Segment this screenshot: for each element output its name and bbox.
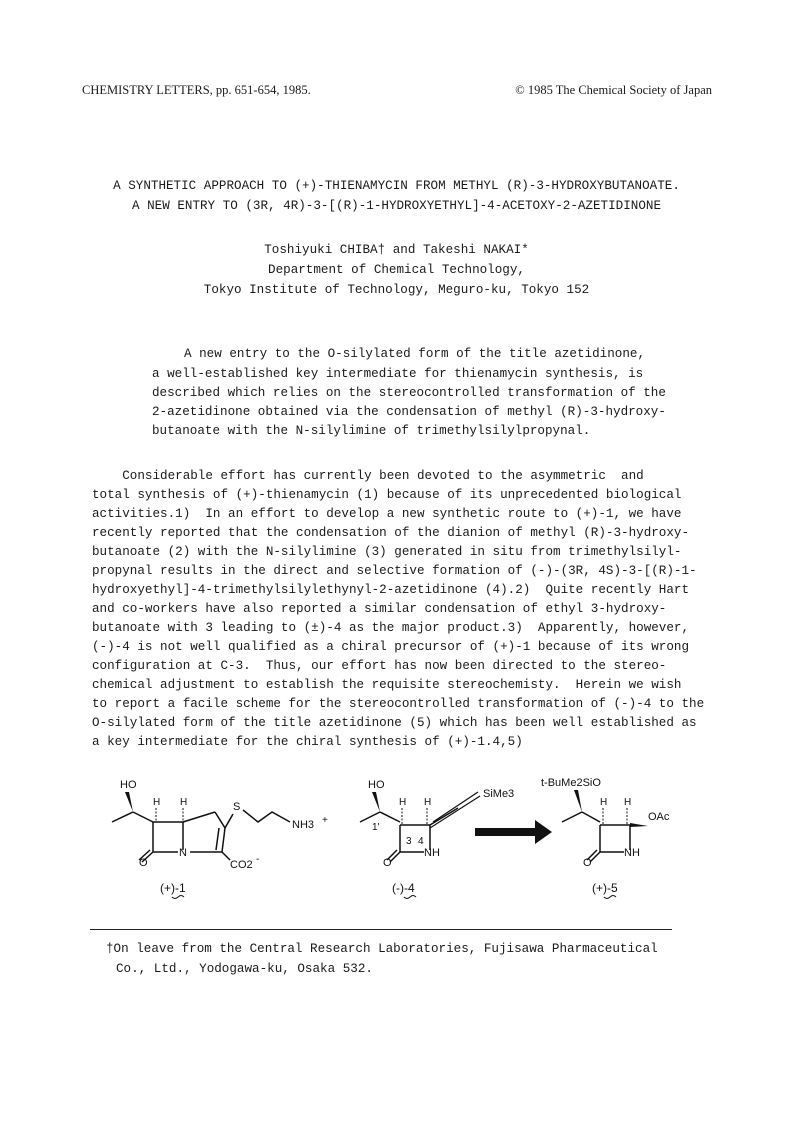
svg-text:O: O	[383, 857, 392, 869]
author-institute: Tokyo Institute of Technology, Meguro-ku, Tokyo 152	[203, 283, 590, 297]
compound-5-structure	[541, 777, 670, 899]
body-line: configuration at C-3. Thus, our effort has now been directed to the stereo-	[92, 659, 667, 673]
abstract-line: 2-azetidinone obtained via the condensation of methyl (R)-3-hydroxy-	[152, 405, 666, 419]
compound1-atom-s: S	[233, 801, 241, 813]
footnote-line: Co., Ltd., Yodogawa-ku, Osaka 532.	[116, 962, 373, 976]
compound4-label-1prime: 1'	[372, 822, 380, 833]
reaction-arrow	[475, 820, 552, 844]
compound-1-label: (+)-1	[160, 881, 186, 895]
compound4-ring-c3: 3	[406, 836, 412, 847]
compound4-atom-ho: HO	[368, 779, 385, 791]
compound4-atom-h: H	[424, 797, 432, 808]
body-line: and co-workers have also reported a similar condensation of ethyl 3-hydroxy-	[92, 602, 667, 616]
compound5-atom-oac: OAc	[648, 811, 670, 823]
body-line: to report a facile scheme for the stereocontrolled transformation of (-)-4 to the	[92, 697, 705, 711]
body-line: butanoate with 3 leading to (±)-4 as the major product.3) Apparently, however,	[92, 621, 690, 635]
footnote-rule	[90, 929, 672, 930]
compound4-atom-nh: NH	[424, 847, 440, 859]
journal-citation: CHEMISTRY LETTERS, pp. 651-654, 1985.	[82, 83, 311, 97]
title-line-2: A NEW ENTRY TO (3R, 4R)-3-[(R)-1-HYDROXYETHYL]-4-ACETOXY-2-AZETIDINONE	[131, 199, 662, 213]
compound1-atom-co2: CO2	[230, 859, 253, 871]
compound1-charge-plus: +	[322, 815, 328, 826]
compound-1-structure	[112, 779, 328, 899]
body-line: Considerable effort has currently been devoted to the asymmetric and	[92, 469, 644, 483]
compound5-atom-h: H	[600, 797, 608, 808]
running-head	[82, 83, 712, 98]
compound-4-structure	[360, 779, 514, 899]
compound1-atom-n: N	[179, 847, 187, 859]
body-line: (-)-4 is not well qualified as a chiral precursor of (+)-1 because of its wrong	[92, 640, 690, 654]
compound4-atom-sime3: SiMe3	[483, 788, 515, 800]
compound5-atom-nh: NH	[624, 847, 640, 859]
body-line: recently reported that the condensation of the dianion of methyl (R)-3-hydroxy-	[92, 526, 690, 540]
compound-4-label: (-)-4	[392, 881, 415, 895]
compound1-atom-h: H	[180, 797, 188, 808]
svg-text:O: O	[583, 857, 592, 869]
author-department: Department of Chemical Technology,	[268, 263, 525, 277]
body-line: chemical adjustment to establish the requisite stereochemisty. Herein we wish	[92, 678, 682, 692]
body-line: a key intermediate for the chiral synthesis of (+)-1.4,5)	[92, 735, 523, 749]
abstract-line: butanoate with the N-silylimine of trimethylsilylpropynal.	[152, 424, 591, 438]
compound4-ring-c4: 4	[418, 836, 424, 847]
compound-5-label: (+)-5	[592, 881, 618, 895]
copyright-notice: © 1985 The Chemical Society of Japan	[515, 83, 712, 97]
footnote-line: †On leave from the Central Research Laboratories, Fujisawa Pharmaceutical	[106, 942, 658, 956]
abstract-line: a well-established key intermediate for thienamycin synthesis, is	[152, 367, 644, 381]
structure-scheme	[0, 770, 793, 910]
abstract-line: described which relies on the stereocontrolled transformation of the	[152, 386, 666, 400]
svg-text:O: O	[139, 857, 148, 869]
body-line: butanoate (2) with the N-silylimine (3) generated in situ from trimethylsilyl-	[92, 545, 682, 559]
wedge-bond	[125, 792, 133, 812]
body-line: propynal results in the direct and selective formation of (-)-(3R, 4S)-3-[(R)-1-	[92, 564, 697, 578]
body-line: activities.1) In an effort to develop a new synthetic route to (+)-1, we have	[92, 507, 682, 521]
author-names: Toshiyuki CHIBA† and Takeshi NAKAI*	[264, 243, 529, 257]
compound5-atom-h: H	[624, 797, 632, 808]
compound4-atom-h: H	[399, 797, 407, 808]
compound1-atom-nh3: NH3	[292, 819, 315, 831]
body-line: O-silylated form of the title azetidinone (5) which has been well established as	[92, 716, 697, 730]
body-line: total synthesis of (+)-thienamycin (1) because of its unprecedented biological	[92, 488, 682, 502]
title-line-1: A SYNTHETIC APPROACH TO (+)-THIENAMYCIN FROM METHYL (R)-3-HYDROXYBUTANOATE.	[113, 179, 680, 193]
compound1-atom-h: H	[153, 797, 161, 808]
compound5-atom-tbudms-o: t-BuMe2SiO	[541, 777, 601, 789]
abstract-line: A new entry to the O-silylated form of the title azetidinone,	[184, 347, 646, 361]
compound1-charge-minus: -	[256, 854, 260, 865]
compound1-atom-ho: HO	[120, 779, 137, 791]
body-line: hydroxyethyl]-4-trimethylsilylethynyl-2-azetidinone (4).2) Quite recently Hart	[92, 583, 690, 597]
